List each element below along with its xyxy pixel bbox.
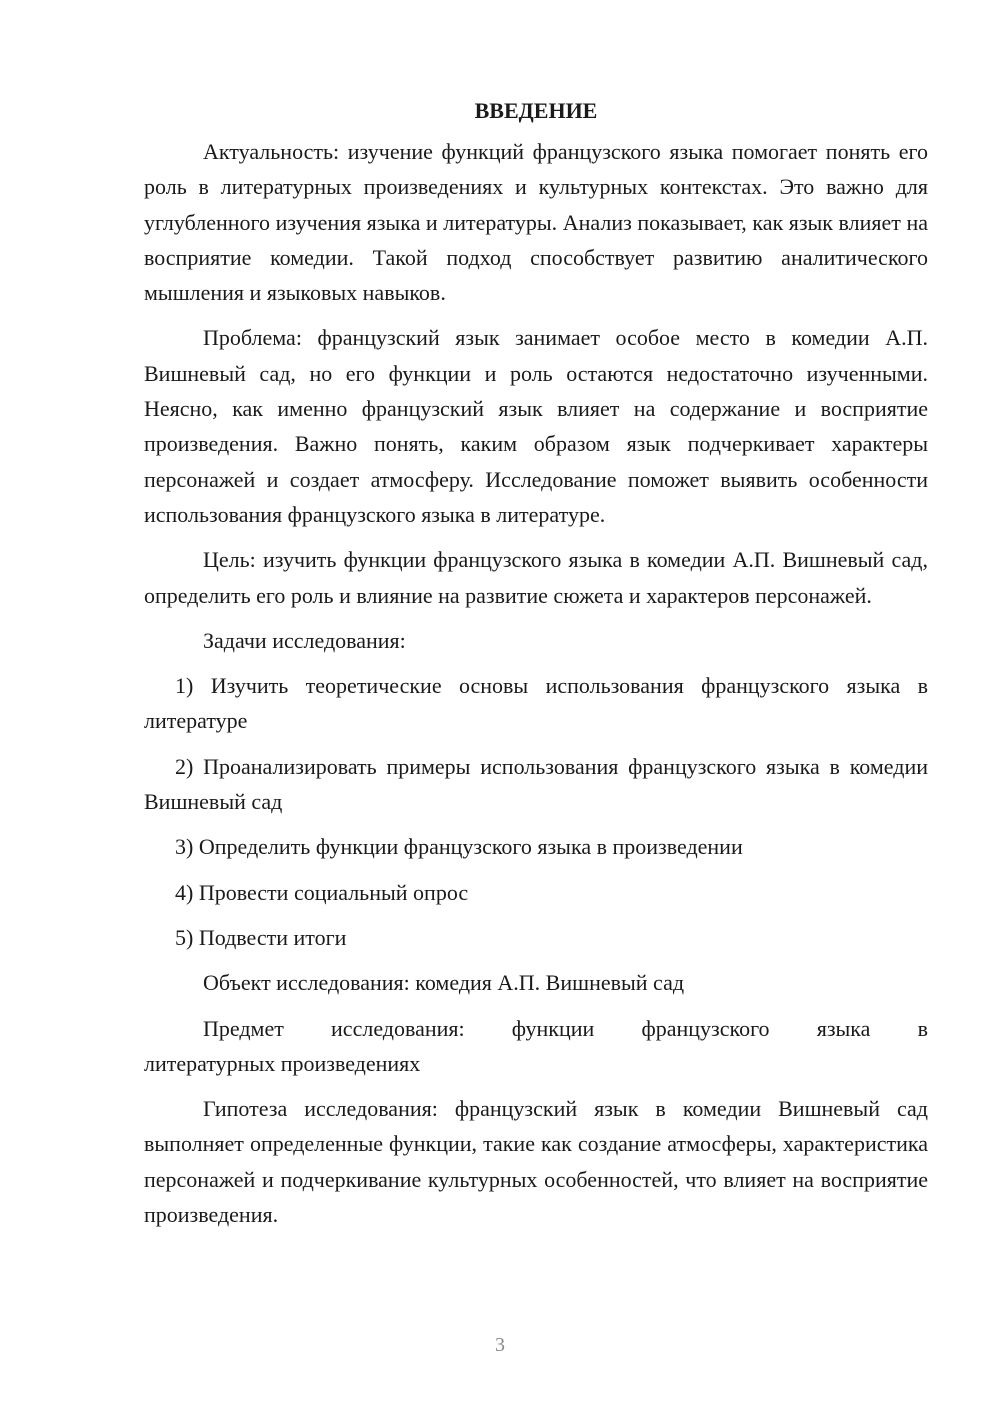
subject-line-2: литературных произведениях — [144, 1050, 421, 1076]
task-item-4: 4) Провести социальный опрос — [175, 879, 469, 905]
relevance-paragraph: Актуальность: изучение функций французского языка помогает понять его роль в литературных произведениях и культурных контекстах. Это важно для углубленного изучения языка и литературы. Анализ показывает, как язык влияет на восприятие комедии. Такой подход способствует развитию аналитического мышления и языковых навыков. — [144, 139, 928, 306]
page-title: ВВЕДЕНИЕ — [474, 98, 598, 123]
hypothesis-paragraph: Гипотеза исследования: французский язык в комедии Вишневый сад выполняет определенные функции, такие как создание атмосферы, характеристика персонажей и подчеркивание культурных особенностей, что влияет на восприятие произведения. — [144, 1096, 928, 1228]
task-item-3: 3) Определить функции французского языка в произведении — [175, 834, 743, 860]
task-item-2: 2) Проанализировать примеры использования французского языка в комедии Вишневый сад — [144, 753, 928, 815]
problem-paragraph: Проблема: французский язык занимает особое место в комедии А.П. Вишневый сад, но его функции и роль остаются недостаточно изученными. Неясно, как именно французский язык влияет на содержание и восприятие произведения. Важно понять, каким образом язык подчеркивает характеры персонажей и создает атмосферу. Исследование поможет выявить особенности использования французского языка в литературе. — [144, 325, 928, 527]
tasks-heading: Задачи исследования: — [203, 627, 406, 653]
document-page — [144, 88, 928, 1242]
goal-paragraph: Цель: изучить функции французского языка в комедии А.П. Вишневый сад, определить его роль и влияние на развитие сюжета и характеров персонажей. — [144, 547, 928, 608]
object-paragraph: Объект исследования: комедия А.П. Вишневый сад — [203, 970, 685, 996]
task-item-5: 5) Подвести итоги — [175, 924, 347, 950]
page-number: 3 — [495, 1334, 505, 1356]
subject-paragraph — [144, 1011, 928, 1082]
task-item-1: 1) Изучить теоретические основы использования французского языка в литературе — [144, 673, 928, 734]
subject-line-1: Предмет исследования: функции французского языка в — [203, 1015, 928, 1041]
